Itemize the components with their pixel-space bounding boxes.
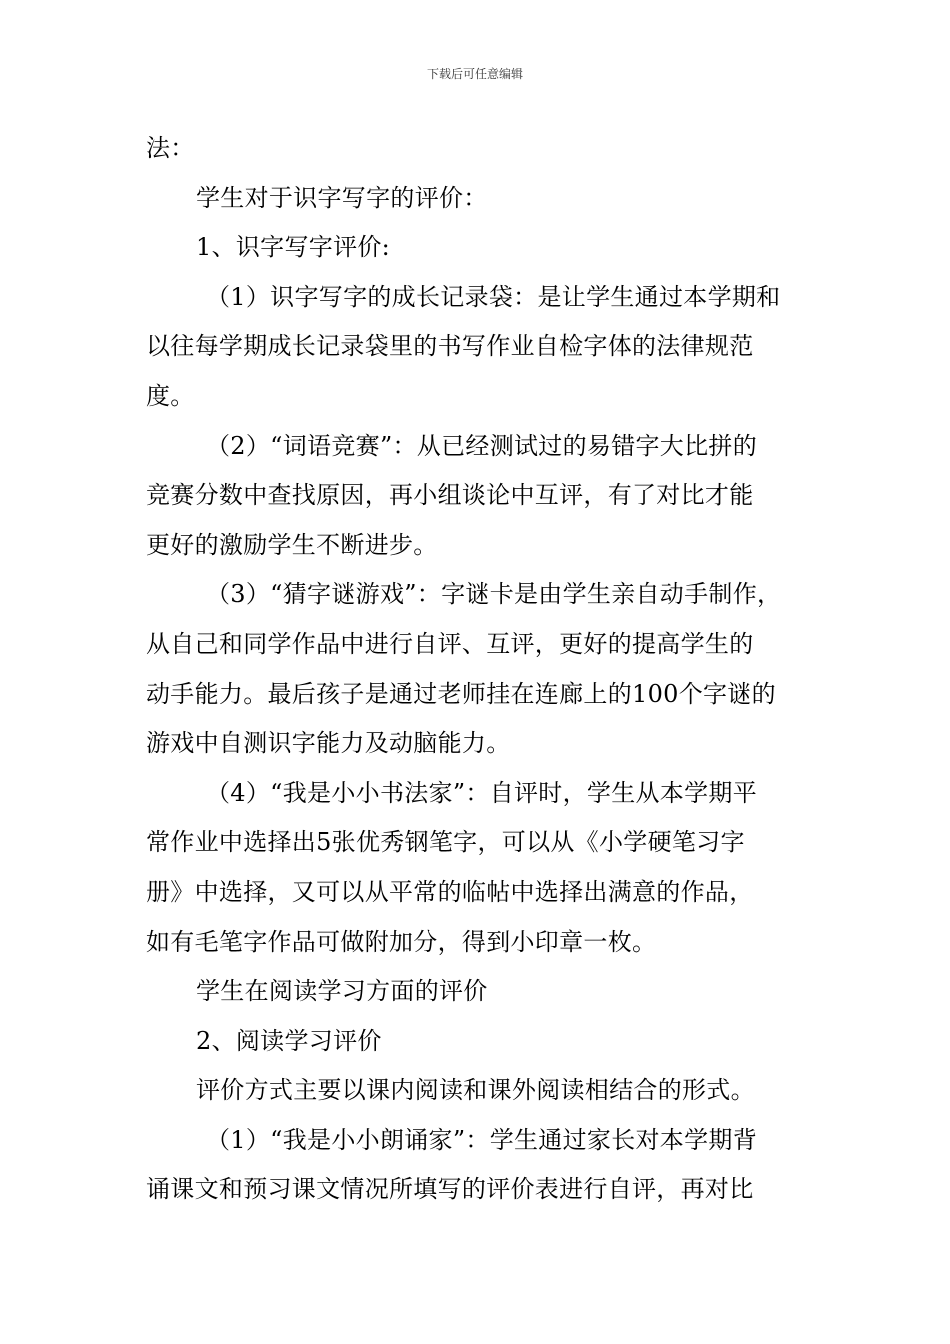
text-line: 更好的激励学生不断进步。 — [146, 530, 438, 559]
text-line: 法： — [146, 134, 195, 162]
subsection-heading: 2、阅读学习评价 — [196, 1026, 382, 1055]
text-line: 诵课文和预习课文情况所填写的评价表进行自评，再对比 — [146, 1175, 754, 1204]
text-line: 动手能力。最后孩子是通过老师挂在连廊上的100个字谜的 — [146, 679, 776, 708]
text-line: 如有毛笔字作品可做附加分，得到小印章一枚。 — [146, 927, 657, 956]
text-line: 游戏中自测识字能力及动脑能力。 — [146, 729, 511, 758]
section-heading: 学生在阅读学习方面的评价 — [196, 977, 488, 1006]
text-line: 册》中选择，又可以从平常的临帖中选择出满意的作品， — [146, 877, 754, 906]
paragraph-first-line: （1）识字写字的成长记录袋：是让学生通过本学期和 — [206, 282, 781, 311]
text-line: 度。 — [146, 381, 195, 410]
text-line: 从自己和同学作品中进行自评、互评，更好的提高学生的 — [146, 629, 754, 658]
paragraph-first-line: （4）“我是小小书法家”：自评时，学生从本学期平 — [206, 778, 758, 807]
text-line: 竞赛分数中查找原因，再小组谈论中互评，有了对比才能 — [146, 481, 754, 510]
paragraph-line: 评价方式主要以课内阅读和课外阅读相结合的形式。 — [196, 1076, 755, 1105]
text-line: 常作业中选择出5张优秀钢笔字，可以从《小学硬笔习字 — [146, 828, 745, 857]
paragraph-first-line: （3）“猜字谜游戏”：字谜卡是由学生亲自动手制作， — [206, 580, 782, 609]
paragraph-first-line: （2）“词语竞赛”：从已经测试过的易错字大比拼的 — [206, 431, 758, 460]
text-line: 以往每学期成长记录袋里的书写作业自检字体的法律规范 — [146, 332, 754, 361]
document-body — [146, 124, 816, 1215]
paragraph-first-line: （1）“我是小小朗诵家”：学生通过家长对本学期背 — [206, 1125, 758, 1154]
subsection-heading: 1、识字写字评价: — [196, 233, 391, 262]
section-heading: 学生对于识字写字的评价： — [196, 183, 488, 212]
page-header-note: 下载后可任意编辑 — [426, 67, 523, 81]
